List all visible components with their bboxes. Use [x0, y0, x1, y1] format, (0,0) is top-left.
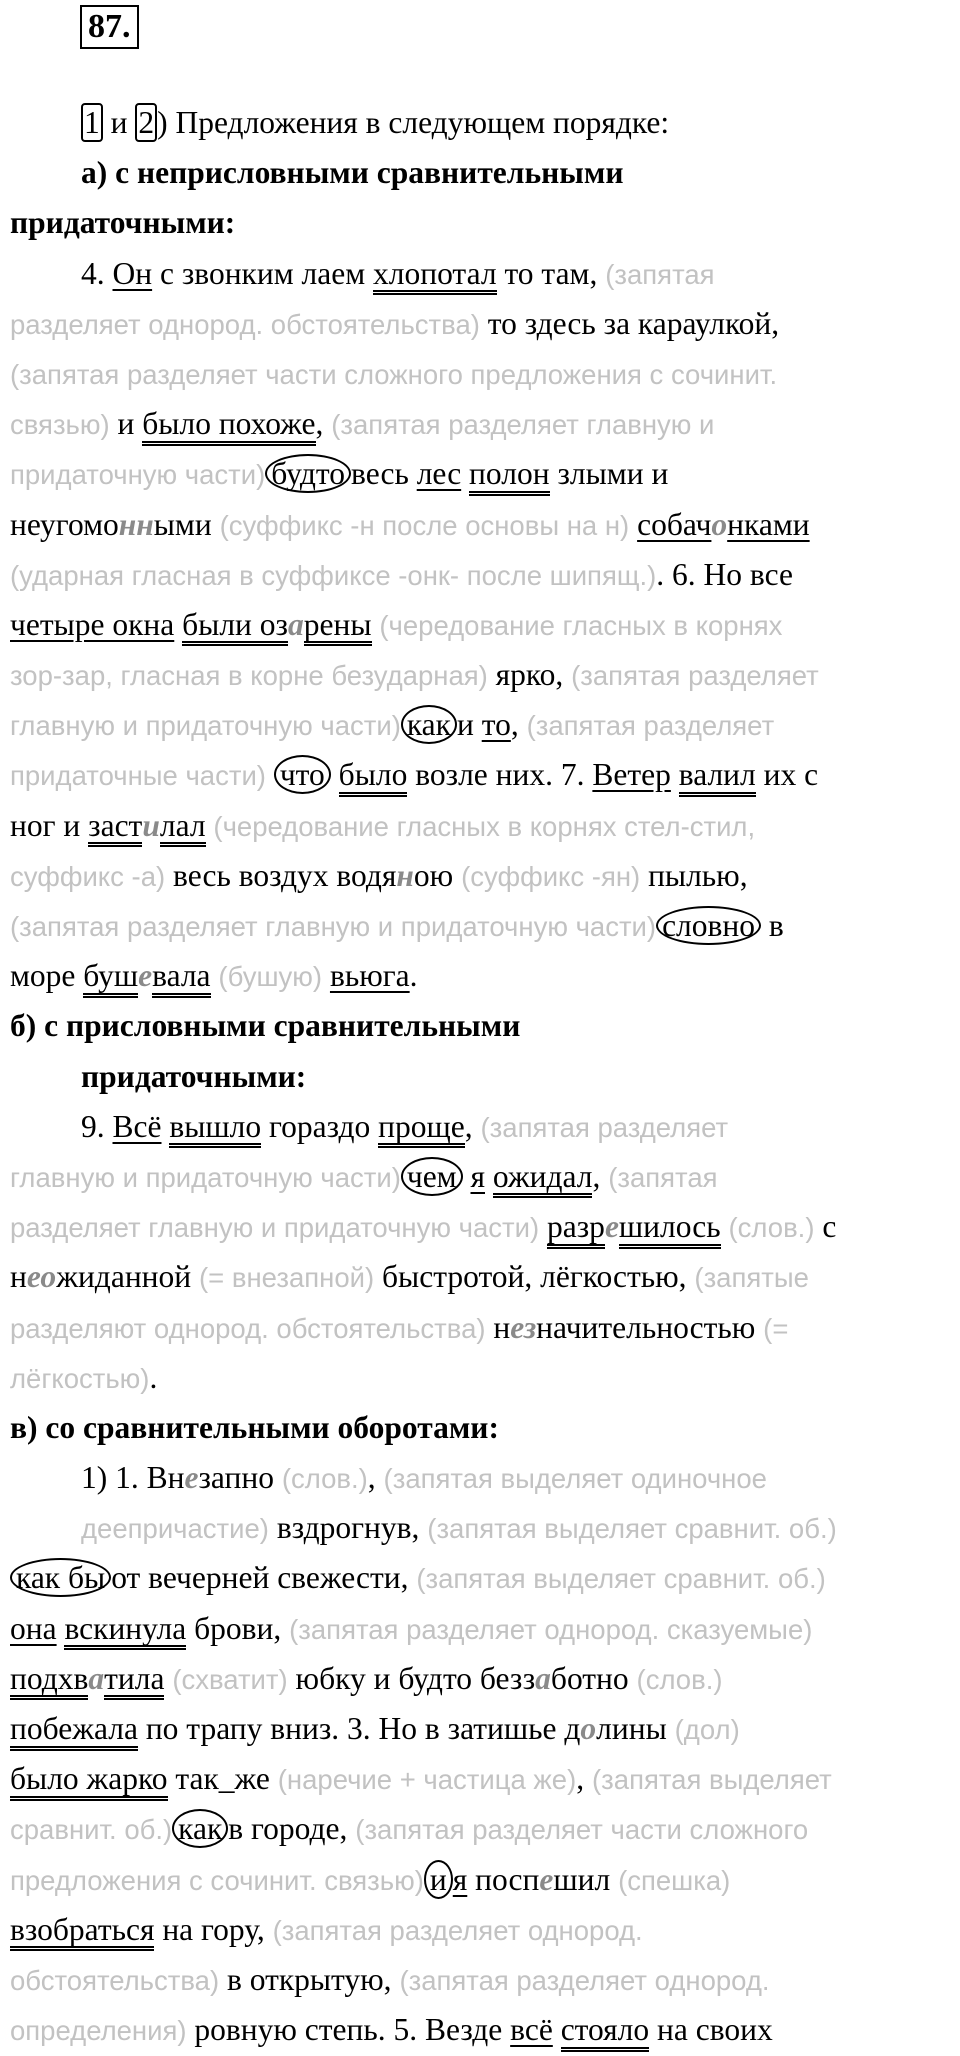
text-line: [10, 1704, 945, 1754]
predicate-underline: буш: [83, 960, 138, 998]
subject-underline: собач: [637, 506, 712, 542]
highlighted-letter: и: [142, 807, 160, 843]
predicate-underline: вскинула: [64, 1613, 186, 1651]
grammar-comment: (запятая разделяет: [571, 660, 819, 692]
text-fragment: то там,: [496, 255, 606, 291]
text-line: [10, 851, 945, 901]
subject-underline: нками: [727, 506, 810, 542]
grammar-comment: (схватит): [172, 1663, 288, 1695]
text-fragment: ботно: [550, 1660, 637, 1696]
text-fragment: запно: [198, 1460, 282, 1496]
section-heading: придаточными:: [10, 205, 236, 241]
subject-underline: Ветер: [592, 757, 671, 793]
text-line: [10, 1102, 945, 1152]
predicate-underline: валил: [679, 759, 756, 797]
text-line: [10, 1754, 945, 1804]
predicate-underline: вышло: [169, 1111, 261, 1149]
text-fragment: [331, 757, 339, 792]
text-fragment: так_же: [167, 1761, 278, 1797]
predicate-underline: тила: [104, 1663, 164, 1701]
section-heading: придаточными:: [81, 1058, 307, 1094]
subject-underline: я: [452, 1861, 468, 1897]
text-line: [10, 1202, 945, 1252]
grammar-comment: (запятые: [694, 1262, 809, 1294]
text-fragment: [57, 1611, 65, 1646]
grammar-comment: (запятая разделяет главную и придаточную части): [10, 911, 657, 942]
text-fragment: 9.: [81, 1108, 113, 1144]
grammar-comment: (слов.): [728, 1212, 815, 1244]
text-line: [10, 1001, 945, 1051]
text-fragment: весь воздух водя: [165, 857, 397, 893]
predicate-underline: было жарко: [10, 1763, 168, 1801]
exercise-text: [10, 98, 945, 2055]
grammar-comment: лёгкостью): [10, 1362, 150, 1394]
text-line: [10, 1152, 945, 1202]
text-line: [10, 951, 945, 1001]
grammar-comment: (бушую): [218, 961, 323, 993]
text-line: [10, 700, 945, 750]
predicate-underline: ожидал: [493, 1161, 593, 1199]
highlighted-letter: е: [184, 1460, 199, 1496]
text-line: [10, 901, 945, 951]
subject-underline: четыре окна: [10, 606, 175, 642]
subject-underline: она: [10, 1610, 57, 1646]
text-fragment: [629, 507, 637, 542]
conjunction-circle: будто: [265, 454, 351, 493]
text-fragment: неугомо: [10, 506, 119, 542]
text-fragment: [671, 757, 679, 792]
grammar-comment: (запятая разделяет: [526, 710, 775, 742]
grammar-comment: (запятая разделяет части сложного: [355, 1814, 809, 1846]
grammar-comment: связью): [10, 409, 110, 441]
grammar-comment: (слов.): [281, 1463, 368, 1495]
grammar-comment: (слов.): [636, 1663, 723, 1695]
text-line: [10, 1252, 945, 1302]
text-fragment: в: [761, 908, 784, 943]
grammar-comment: (=: [763, 1312, 789, 1344]
text-fragment: [322, 958, 330, 993]
subject-underline: вьюга: [329, 958, 410, 994]
text-line: [10, 1654, 945, 1704]
grammar-comment: главную и придаточную части): [10, 1161, 401, 1193]
text-fragment: злыми и: [549, 456, 669, 492]
text-line: [10, 449, 945, 499]
text-fragment: [721, 1209, 729, 1244]
text-fragment: ровную степь. 5. Везде: [186, 2012, 511, 2048]
predicate-underline: вала: [152, 960, 210, 998]
text-fragment: ою: [413, 857, 462, 893]
highlighted-letter: е: [604, 1209, 619, 1245]
text-line: [10, 1353, 945, 1403]
grammar-comment: предложения с сочинит. связью): [10, 1864, 424, 1896]
highlighted-letter: н: [396, 857, 414, 893]
text-fragment: ярко,: [487, 657, 572, 693]
predicate-underline: были оз: [182, 609, 288, 647]
text-fragment: шил: [553, 1861, 619, 1897]
text-fragment: ,: [367, 1460, 384, 1496]
highlighted-letter: о: [711, 506, 728, 542]
predicate-underline: стояло: [561, 2014, 649, 2052]
predicate-underline: было похоже: [142, 408, 315, 446]
grammar-comment: суффикс -а): [10, 860, 166, 892]
text-fragment: ыми: [153, 506, 220, 542]
text-fragment: гораздо: [261, 1108, 379, 1144]
predicate-underline: лал: [160, 810, 206, 848]
text-fragment: юбку и будто безз: [287, 1660, 536, 1696]
text-line: [10, 349, 945, 399]
grammar-comment: деепричастие): [81, 1513, 269, 1545]
grammar-comment: обстоятельства): [10, 1964, 220, 1996]
highlighted-letter: о: [580, 1711, 597, 1746]
text-line: [10, 650, 945, 700]
predicate-underline: взобраться: [10, 1914, 154, 1952]
grammar-comment: (чередование гласных в корнях: [379, 609, 783, 641]
predicate-underline: проще: [378, 1111, 465, 1149]
text-fragment: ,: [592, 1158, 609, 1194]
predicate-underline: полон: [469, 458, 550, 496]
text-line: [10, 148, 945, 198]
grammar-comment: главную и придаточную части): [10, 710, 401, 742]
text-fragment: ,: [576, 1761, 593, 1797]
text-fragment: то здесь за караулкой,: [479, 305, 780, 341]
text-fragment: [463, 1159, 471, 1194]
text-line: [10, 750, 945, 800]
highlighted-letter: ео: [26, 1259, 57, 1295]
grammar-comment: (запятая выделяет: [592, 1764, 832, 1796]
highlighted-letter: а: [287, 606, 304, 642]
text-fragment: и: [456, 707, 482, 743]
text-line: [10, 2005, 945, 2055]
task-number-box: 2: [135, 103, 157, 142]
predicate-underline: заст: [88, 810, 142, 848]
grammar-comment: (суффикс -н после основы на н): [219, 509, 630, 541]
exercise-number: 87.: [80, 5, 139, 49]
grammar-comment: (запятая разделяет однород. сказуемые): [289, 1613, 813, 1645]
text-fragment: [553, 2012, 561, 2047]
text-line: [10, 1052, 945, 1102]
highlighted-letter: а: [535, 1660, 551, 1696]
text-line: [10, 1905, 945, 1955]
text-fragment: ,: [510, 707, 527, 743]
text-fragment: ,: [315, 406, 332, 442]
conjunction-circle: как: [401, 705, 457, 744]
text-line: [10, 1453, 945, 1503]
text-fragment: их с: [755, 757, 819, 793]
text-line: [10, 399, 945, 449]
grammar-comment: разделяют однород. обстоятельства): [10, 1312, 486, 1344]
text-fragment: н: [10, 1259, 27, 1295]
conjunction-circle: и: [424, 1860, 453, 1899]
section-heading: в) со сравнительными оборотами:: [10, 1409, 499, 1445]
text-line: [10, 550, 945, 600]
conjunction-circle: чем: [401, 1157, 463, 1196]
text-fragment: 1) 1. Вн: [81, 1460, 185, 1496]
text-line: [10, 801, 945, 851]
subject-underline: Всё: [112, 1108, 162, 1144]
text-fragment: быстротой, лёгкостью,: [374, 1259, 695, 1295]
grammar-comment: придаточные части): [10, 760, 266, 792]
text-fragment: .: [409, 958, 418, 994]
text-line: [10, 1553, 945, 1603]
highlighted-letter: е: [138, 958, 153, 994]
subject-underline: лес: [416, 456, 462, 492]
grammar-comment: (запятая разделяет части сложного предложения с сочинит.: [10, 358, 778, 390]
predicate-underline: разр: [547, 1211, 605, 1249]
grammar-comment: (дол): [674, 1714, 740, 1745]
conjunction-circle: как: [172, 1809, 228, 1848]
predicate-underline: хлопотал: [373, 258, 497, 296]
section-heading: б) с присловными сравнительными: [10, 1008, 521, 1044]
text-fragment: возле них. 7.: [407, 757, 593, 793]
text-fragment: пылью,: [640, 857, 748, 893]
text-fragment: ног и: [10, 807, 89, 843]
text-fragment: ) Предложения в следующем порядке:: [157, 105, 670, 140]
conjunction-circle: словно: [656, 906, 761, 945]
grammar-comment: (запятая выделяет одиночное: [383, 1463, 767, 1495]
text-line: [10, 198, 945, 248]
text-fragment: .: [149, 1359, 158, 1395]
text-line: [10, 600, 945, 650]
task-number-box: 1: [81, 103, 103, 142]
text-line: [10, 1503, 945, 1553]
grammar-comment: разделяет однород. обстоятельства): [10, 308, 480, 340]
text-fragment: ,: [464, 1108, 481, 1144]
predicate-underline: подхв: [10, 1663, 88, 1701]
text-line: [10, 1955, 945, 2005]
grammar-comment: (запятая выделяет сравнит. об.): [416, 1563, 826, 1595]
section-heading: а) с неприсловными сравнительными: [81, 155, 624, 191]
grammar-comment: (= внезапной): [199, 1262, 375, 1294]
text-line: [10, 1804, 945, 1854]
text-fragment: от вечерней свежести,: [111, 1560, 417, 1596]
grammar-comment: (чередование гласных в корнях стел-стил,: [213, 810, 756, 842]
grammar-comment: определения): [10, 2015, 187, 2047]
grammar-comment: (запятая: [605, 258, 715, 290]
text-fragment: [161, 1109, 169, 1144]
text-line: [10, 1855, 945, 1905]
subject-underline: Он: [112, 255, 153, 291]
grammar-comment: (запятая выделяет сравнит. об.): [427, 1513, 837, 1545]
text-fragment: на своих: [649, 2012, 773, 2048]
conjunction-circle: как бы: [10, 1558, 111, 1597]
highlighted-letter: е: [539, 1861, 554, 1897]
text-fragment: в открытую,: [219, 1961, 400, 1997]
text-fragment: [539, 1209, 547, 1244]
grammar-comment: (запятая разделяет однород.: [399, 1964, 770, 1996]
grammar-comment: (запятая разделяет однород.: [272, 1914, 643, 1946]
grammar-comment: (запятая разделяет главную и: [331, 409, 715, 441]
text-line: [10, 1303, 945, 1353]
text-line: [10, 98, 945, 148]
subject-underline: всё: [510, 2012, 553, 2048]
grammar-comment: (спешка): [618, 1864, 731, 1896]
predicate-underline: побежала: [10, 1713, 138, 1751]
grammar-comment: придаточную части): [10, 459, 266, 491]
text-fragment: весь: [351, 456, 417, 492]
predicate-underline: шилось: [619, 1211, 721, 1249]
text-fragment: [266, 757, 274, 792]
grammar-comment: (запятая разделяет: [480, 1111, 729, 1143]
text-line: [10, 299, 945, 349]
text-line: [10, 1604, 945, 1654]
grammar-comment: сравнит. об.): [10, 1814, 173, 1846]
grammar-comment: зор-зар, гласная в корне безударная): [10, 660, 488, 692]
text-fragment: вздрогнув,: [268, 1510, 428, 1546]
text-fragment: 4.: [81, 255, 113, 291]
text-fragment: в городе,: [228, 1811, 356, 1847]
grammar-comment: (запятая: [608, 1161, 718, 1193]
grammar-comment: разделяет главную и придаточную части): [10, 1212, 540, 1244]
text-fragment: начительностью: [536, 1309, 764, 1345]
highlighted-letter: а: [88, 1660, 105, 1696]
text-fragment: брови,: [186, 1610, 290, 1646]
subject-underline: то: [481, 707, 511, 743]
subject-underline: я: [470, 1158, 485, 1194]
text-fragment: с: [814, 1209, 837, 1245]
highlighted-letter: нн: [118, 506, 154, 542]
grammar-comment: (ударная гласная в суффиксе -онк- после шипящ.): [10, 559, 657, 591]
text-line: [10, 500, 945, 550]
text-line: [10, 249, 945, 299]
text-fragment: и: [102, 105, 136, 140]
text-fragment: и: [109, 406, 143, 442]
text-fragment: на гору,: [154, 1911, 273, 1947]
text-fragment: море: [10, 958, 84, 994]
predicate-underline: рены: [304, 609, 372, 647]
text-fragment: . 6. Но все: [656, 556, 793, 592]
text-fragment: н: [485, 1309, 511, 1345]
grammar-comment: (суффикс -ян): [461, 860, 641, 892]
predicate-underline: было: [339, 759, 408, 797]
text-line: [10, 1403, 945, 1453]
text-fragment: [461, 456, 469, 491]
highlighted-letter: ез: [510, 1309, 537, 1345]
conjunction-circle: что: [274, 755, 331, 794]
text-fragment: лины: [596, 1711, 675, 1746]
text-fragment: [174, 607, 182, 642]
grammar-comment: (наречие + частица же): [277, 1764, 577, 1796]
text-fragment: [485, 1159, 493, 1194]
text-fragment: с звонким лаем: [152, 255, 374, 291]
text-fragment: посп: [467, 1861, 540, 1897]
text-fragment: жиданной: [56, 1259, 200, 1295]
text-fragment: по трапу вниз. 3. Но в затишье д: [137, 1711, 581, 1746]
